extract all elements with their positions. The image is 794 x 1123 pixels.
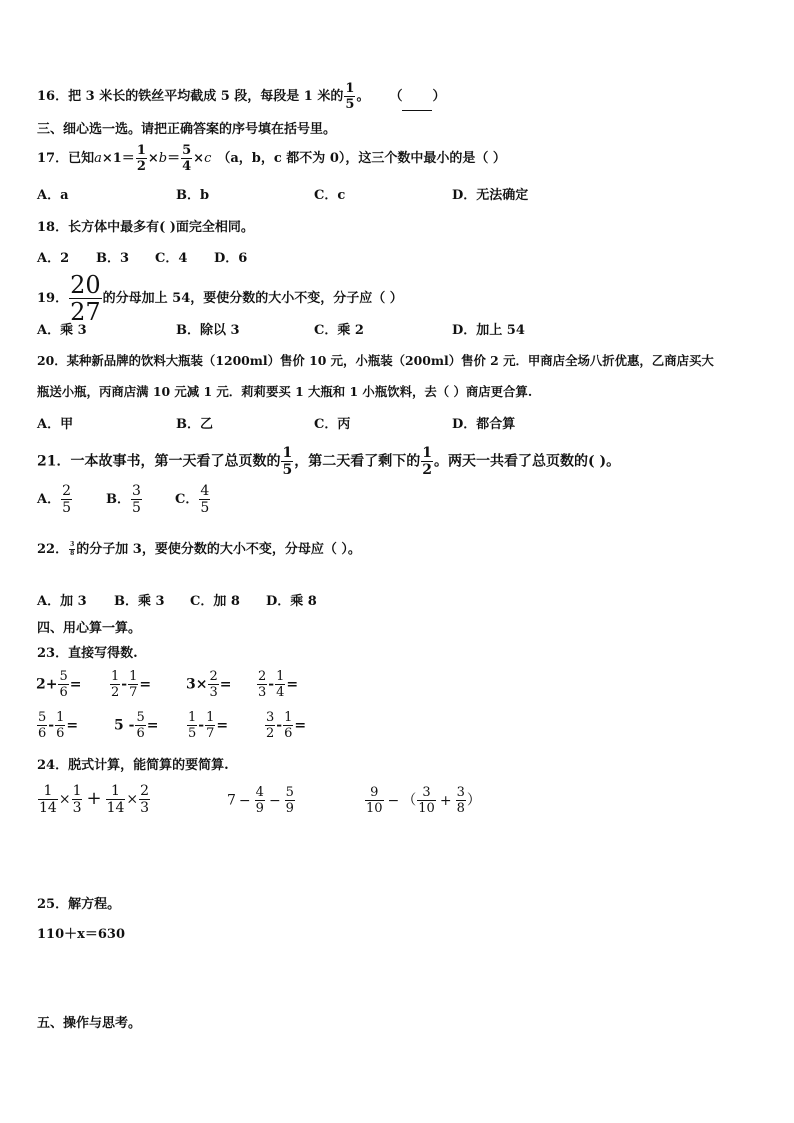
q17-fraction-1: $\frac{1}{2}$ — [136, 143, 146, 174]
q20-option-a[interactable]: A．甲 — [37, 417, 74, 432]
question-20-line-2: 瓶送小瓶，丙商店满 10 元减 1 元．莉莉要买 1 大瓶和 1 小瓶饮料，去（ ）商店更合算. — [37, 384, 533, 399]
q24-expression-1: $\frac{1}{14}$ × $\frac{1}{3}$ + $\frac{1}{14}$ × $\frac{2}{3}$ — [39, 783, 150, 816]
question-16-text: 16．把 3 米长的铁丝平均截成 5 段，每段是 1 米的 — [37, 89, 344, 104]
q22-option-b[interactable]: B．乘 3 — [114, 594, 165, 609]
q18-option-c[interactable]: C．4 — [155, 251, 188, 266]
question-25-title: 25．解方程。 — [37, 897, 121, 912]
section-5-heading: 五、操作与思考。 — [37, 1016, 142, 1031]
q22-option-d[interactable]: D．乘 8 — [266, 594, 317, 609]
q21-option-c[interactable]: C． $\frac{4}{5}$ — [175, 483, 210, 516]
q22-option-a[interactable]: A．加 3 — [37, 594, 87, 609]
q23-item-7: $\frac{1}{5}$ - $\frac{1}{7}$ = — [188, 710, 229, 741]
question-16: 16．把 3 米长的铁丝平均截成 5 段，每段是 1 米的 $\frac{1}{5}$ 。 （ ） — [37, 81, 446, 112]
q23-item-4: $\frac{2}{3}$ - $\frac{1}{4}$ = — [258, 669, 299, 700]
q23-item-5: $\frac{5}{6}$ - $\frac{1}{6}$ = — [38, 710, 79, 741]
q23-item-1: 2+ $\frac{5}{6}$ = — [36, 669, 82, 700]
q20-option-c[interactable]: C．丙 — [314, 417, 351, 432]
question-21: 21．一本故事书，第一天看了总页数的 $\frac{1}{5}$ ，第二天看了剩下的 $\frac{1}{2}$ 。两天一共看了总页数的( )。 — [37, 445, 621, 478]
q16-fraction: $\frac{1}{5}$ — [345, 81, 355, 112]
q24-expression-3: $\frac{9}{10}$ − （ $\frac{3}{10}$ + $\frac{3}{8}$ ） — [366, 785, 481, 816]
q20-option-b[interactable]: B．乙 — [176, 417, 213, 432]
q22-fraction: $\frac{3}{8}$ — [70, 541, 75, 557]
question-23-title: 23．直接写得数. — [37, 646, 138, 661]
q17-fraction-2: $\frac{5}{4}$ — [182, 143, 192, 174]
question-19: 19． $\frac{20}{27}$ 的分母加上 54，要使分数的大小不变，分子应（ ） — [37, 271, 403, 326]
q23-item-3: 3× $\frac{2}{3}$ = — [186, 669, 232, 700]
q24-expression-2: 7 − $\frac{4}{9}$ − $\frac{5}{9}$ — [227, 785, 294, 816]
q19-option-b[interactable]: B．除以 3 — [176, 323, 240, 338]
q19-option-c[interactable]: C．乘 2 — [314, 323, 364, 338]
section-3-heading: 三、细心选一选。请把正确答案的序号填在括号里。 — [37, 122, 337, 137]
answer-blank[interactable] — [402, 98, 432, 111]
question-20-line-1: 20．某种新品牌的饮料大瓶装（1200ml）售价 10 元，小瓶装（200ml）售价 2 元．甲商店全场八折优惠，乙商店买大 — [37, 353, 714, 368]
q17-option-d[interactable]: D．无法确定 — [452, 188, 529, 203]
q17-option-b[interactable]: B．b — [176, 188, 210, 203]
q23-item-8: $\frac{3}{2}$ - $\frac{1}{6}$ = — [266, 710, 307, 741]
q21-fraction-1: $\frac{1}{5}$ — [282, 445, 293, 478]
q20-option-d[interactable]: D．都合算 — [452, 417, 516, 432]
q23-item-6: 5 - $\frac{5}{6}$ = — [114, 710, 159, 741]
q18-option-b[interactable]: B．3 — [96, 251, 130, 266]
question-17: 17．已知a×1＝ $\frac{1}{2}$ ×b＝ $\frac{5}{4}$ ×c （a，b，c 都不为 0），这三个数中最小的是（ ） — [37, 143, 506, 174]
q23-item-2: $\frac{1}{2}$ - $\frac{1}{7}$ = — [111, 669, 152, 700]
q17-option-a[interactable]: A．a — [37, 188, 69, 203]
q21-option-a[interactable]: A． $\frac{2}{5}$ — [37, 483, 72, 516]
q21-option-b[interactable]: B． $\frac{3}{5}$ — [106, 483, 141, 516]
q19-option-a[interactable]: A．乘 3 — [37, 323, 87, 338]
q19-option-d[interactable]: D．加上 54 — [452, 323, 525, 338]
q25-equation: 110＋x＝630 — [37, 927, 126, 942]
q22-option-c[interactable]: C．加 8 — [190, 594, 240, 609]
q19-fraction: $\frac{20}{27}$ — [70, 271, 101, 326]
section-4-heading: 四、用心算一算。 — [37, 621, 142, 636]
q17-option-c[interactable]: C．c — [314, 188, 346, 203]
q18-option-a[interactable]: A．2 — [37, 251, 70, 266]
question-18: 18．长方体中最多有( )面完全相同。 — [37, 220, 254, 235]
question-24-title: 24．脱式计算，能简算的要简算. — [37, 758, 229, 773]
q18-option-d[interactable]: D．6 — [214, 251, 248, 266]
question-22: 22． $\frac{3}{8}$ 的分子加 3，要使分数的大小不变，分母应（ ）。 — [37, 541, 361, 557]
q21-fraction-2: $\frac{1}{2}$ — [422, 445, 432, 478]
